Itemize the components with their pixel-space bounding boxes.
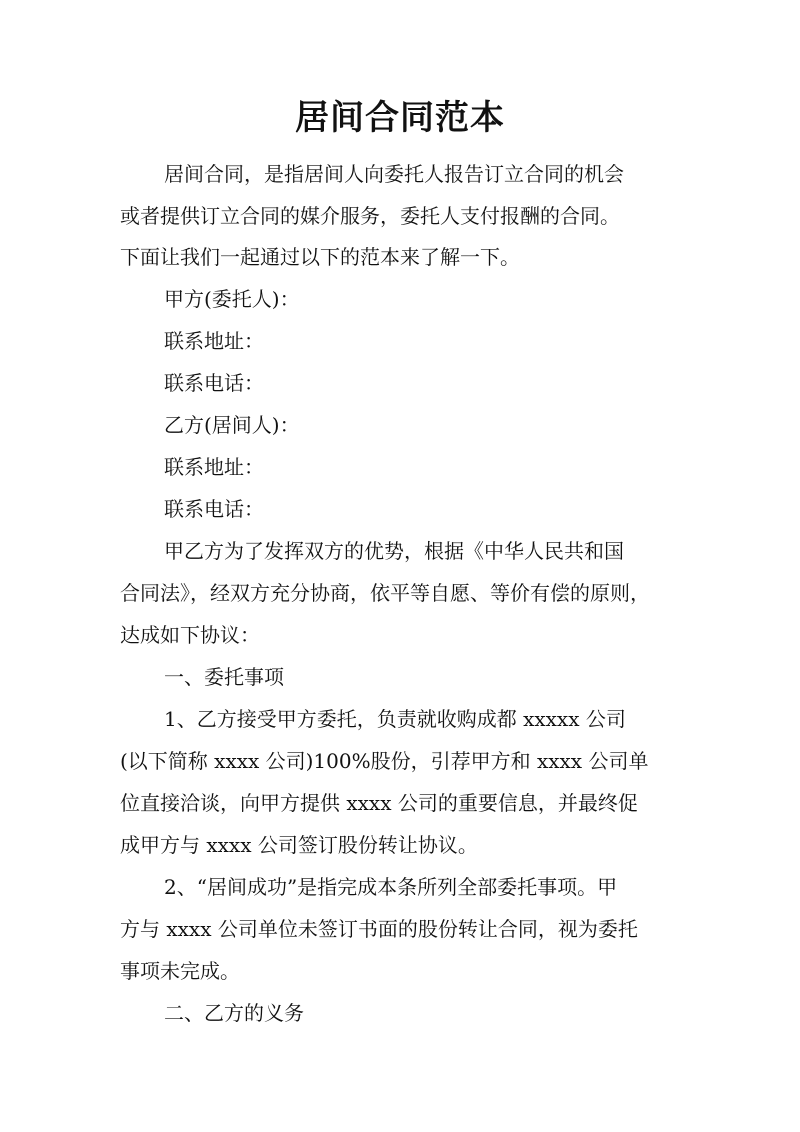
section-heading: 二、乙方的义务 — [164, 1001, 304, 1025]
paragraph-line: 达成如下协议： — [120, 623, 260, 647]
paragraph-line: (以下简称 xxxx 公司)100%股份，引荐甲方和 xxxx 公司单 — [120, 749, 649, 773]
party-b-address-label: 联系地址： — [164, 455, 264, 479]
paragraph-line: 或者提供订立合同的媒介服务，委托人支付报酬的合同。 — [120, 204, 620, 228]
party-a-phone-label: 联系电话： — [164, 371, 264, 395]
party-a-label: 甲方(委托人)： — [164, 287, 300, 311]
party-a-address-label: 联系地址： — [164, 329, 264, 353]
paragraph-line: 方与 xxxx 公司单位未签订书面的股份转让合同，视为委托 — [120, 917, 638, 941]
paragraph-line: 合同法》，经双方充分协商，依平等自愿、等价有偿的原则， — [120, 581, 650, 605]
paragraph-line: 2、“居间成功”是指完成本条所列全部委托事项。甲 — [164, 875, 618, 899]
paragraph-line: 位直接洽谈，向甲方提供 xxxx 公司的重要信息，并最终促 — [120, 791, 638, 815]
paragraph-line: 下面让我们一起通过以下的范本来了解一下。 — [120, 245, 520, 269]
paragraph-line: 居间合同，是指居间人向委托人报告订立合同的机会 — [164, 162, 624, 186]
paragraph-line: 甲乙方为了发挥双方的优势，根据《中华人民共和国 — [164, 539, 624, 563]
party-b-phone-label: 联系电话： — [164, 497, 264, 521]
paragraph-line: 1、乙方接受甲方委托，负责就收购成都 xxxxx 公司 — [164, 707, 626, 731]
paragraph-line: 成甲方与 xxxx 公司签订股份转让协议。 — [120, 833, 478, 857]
paragraph-line: 事项未完成。 — [120, 959, 240, 983]
document-title: 居间合同范本 — [295, 98, 505, 138]
party-b-label: 乙方(居间人)： — [164, 413, 300, 437]
section-heading: 一、委托事项 — [164, 665, 284, 689]
